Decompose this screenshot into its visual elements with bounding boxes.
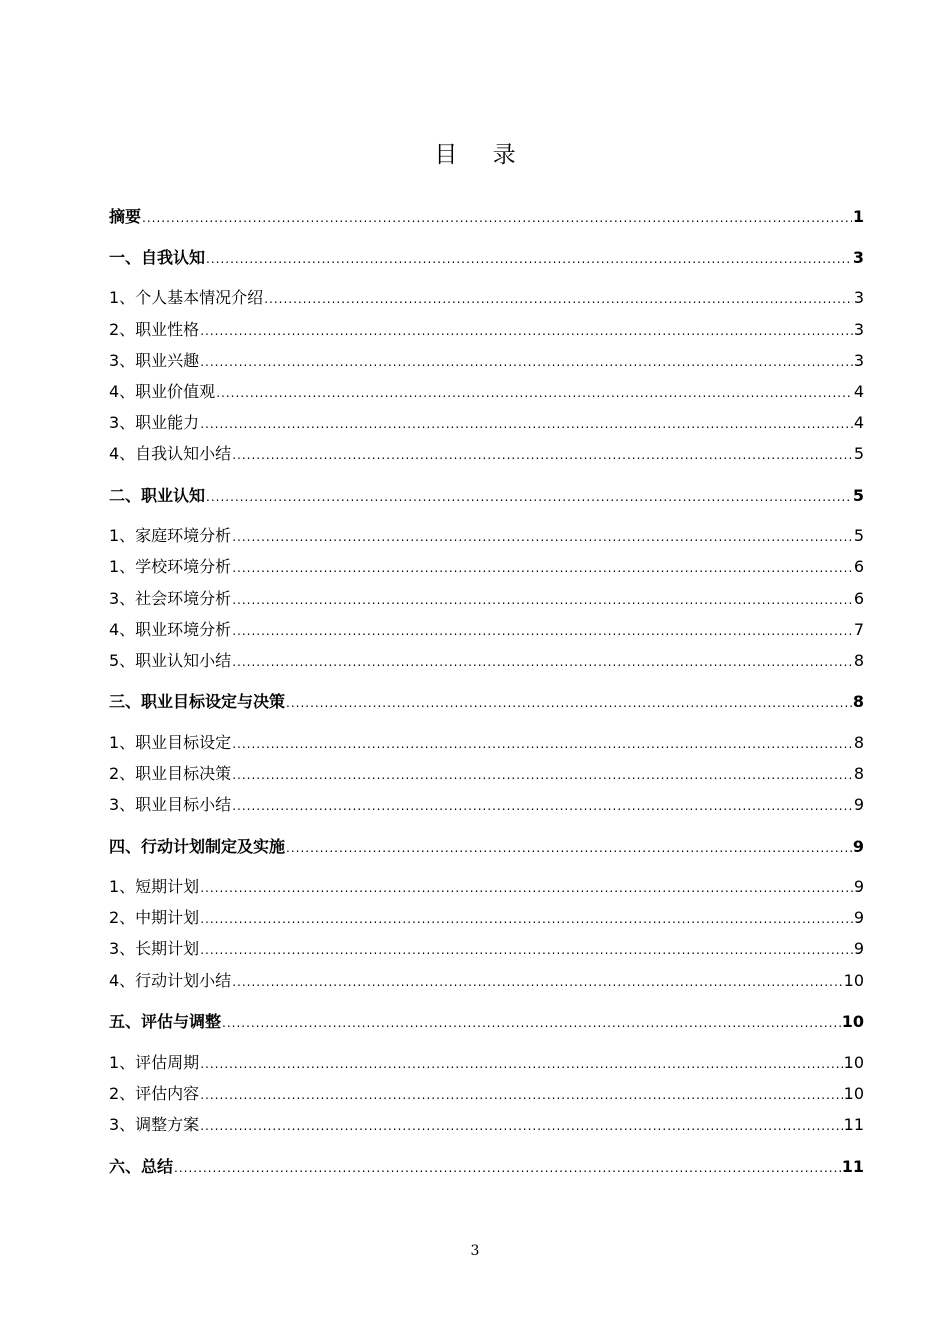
toc-entry[interactable] (109, 690, 864, 714)
toc-entry-page-number: 10 (843, 1084, 864, 1103)
toc-entry-page-number: 9 (853, 908, 864, 927)
toc-entry-page-number: 4 (853, 413, 864, 432)
toc-entry-page-number: 7 (853, 620, 864, 639)
toc-entry-page-number: 3 (852, 248, 864, 267)
toc-entry[interactable] (109, 318, 864, 342)
page-number: 3 (470, 1243, 480, 1259)
toc-entry-label: 1、学校环境分析 (109, 557, 232, 576)
toc-dot-leader (286, 691, 852, 715)
toc-entry-label: 1、短期计划 (109, 877, 200, 896)
toc-dot-leader (232, 525, 853, 549)
toc-dot-leader (200, 319, 853, 343)
toc-entry-page-number: 4 (853, 382, 864, 401)
toc-dot-leader (174, 1156, 841, 1180)
toc-dot-leader (216, 381, 853, 405)
toc-entry-label: 3、职业能力 (109, 413, 200, 432)
toc-entry-label: 二、职业认知 (109, 486, 206, 505)
toc-entry-page-number: 9 (853, 795, 864, 814)
toc-entry[interactable] (109, 1051, 864, 1075)
toc-dot-leader (232, 588, 853, 612)
toc-entry-page-number: 10 (843, 971, 864, 990)
toc-dot-leader (232, 443, 853, 467)
toc-entry-label: 4、自我认知小结 (109, 444, 232, 463)
toc-entry-label: 六、总结 (109, 1157, 174, 1176)
toc-entry-label: 一、自我认知 (109, 248, 206, 267)
toc-entry-page-number: 10 (843, 1053, 864, 1072)
toc-entry[interactable] (109, 286, 864, 310)
toc-entry[interactable] (109, 649, 864, 673)
toc-entry[interactable] (109, 1082, 864, 1106)
toc-entry[interactable] (109, 587, 864, 611)
toc-dot-leader (232, 619, 853, 643)
toc-dot-leader (206, 485, 852, 509)
toc-dot-leader (200, 938, 853, 962)
toc-dot-leader (200, 907, 853, 931)
toc-entry-label: 3、调整方案 (109, 1115, 200, 1134)
toc-dot-leader (232, 650, 853, 674)
toc-entry[interactable] (109, 205, 864, 229)
toc-entry[interactable] (109, 618, 864, 642)
toc-entry-page-number: 1 (852, 207, 864, 226)
toc-entry[interactable] (109, 906, 864, 930)
toc-entry[interactable] (109, 793, 864, 817)
toc-entry-label: 1、个人基本情况介绍 (109, 288, 264, 307)
toc-entry-page-number: 3 (853, 351, 864, 370)
toc-entry-page-number: 5 (852, 486, 864, 505)
toc-entry-page-number: 5 (853, 444, 864, 463)
toc-dot-leader (232, 763, 853, 787)
toc-dot-leader (232, 556, 853, 580)
toc-entry-page-number: 6 (853, 557, 864, 576)
toc-entry-label: 2、职业性格 (109, 320, 200, 339)
toc-entry[interactable] (109, 1113, 864, 1137)
toc-entry-label: 2、评估内容 (109, 1084, 200, 1103)
toc-entry-label: 3、长期计划 (109, 939, 200, 958)
toc-dot-leader (200, 876, 853, 900)
toc-entry-page-number: 8 (853, 764, 864, 783)
toc-entry[interactable] (109, 442, 864, 466)
toc-entry[interactable] (109, 969, 864, 993)
toc-dot-leader (142, 206, 852, 230)
toc-dot-leader (264, 287, 853, 311)
toc-entry-label: 摘要 (109, 207, 142, 226)
toc-entry[interactable] (109, 1155, 864, 1179)
toc-entry-page-number: 5 (853, 526, 864, 545)
toc-entry[interactable] (109, 875, 864, 899)
toc-entry-page-number: 3 (853, 320, 864, 339)
toc-entry-label: 3、社会环境分析 (109, 589, 232, 608)
toc-entry-page-number: 6 (853, 589, 864, 608)
toc-entry[interactable] (109, 1010, 864, 1034)
toc-entry-label: 四、行动计划制定及实施 (109, 837, 286, 856)
toc-entry-label: 4、职业价值观 (109, 382, 216, 401)
toc-entry-label: 2、中期计划 (109, 908, 200, 927)
toc-entry-page-number: 10 (841, 1012, 864, 1031)
toc-entry[interactable] (109, 411, 864, 435)
toc-dot-leader (206, 247, 852, 271)
toc-entry[interactable] (109, 835, 864, 859)
toc-entry-page-number: 8 (853, 651, 864, 670)
toc-dot-leader (232, 732, 853, 756)
toc-entry-label: 3、职业兴趣 (109, 351, 200, 370)
toc-entry-label: 1、评估周期 (109, 1053, 200, 1072)
toc-entry[interactable] (109, 380, 864, 404)
toc-entry[interactable] (109, 349, 864, 373)
toc-dot-leader (200, 412, 853, 436)
toc-entry[interactable] (109, 246, 864, 270)
page-title: 目 录 (434, 142, 530, 168)
toc-entry[interactable] (109, 762, 864, 786)
toc-entry-label: 1、职业目标设定 (109, 733, 232, 752)
toc-entry-page-number: 9 (852, 837, 864, 856)
toc-dot-leader (200, 1052, 842, 1076)
toc-dot-leader (200, 1083, 842, 1107)
toc-entry-label: 1、家庭环境分析 (109, 526, 232, 545)
toc-entry-label: 5、职业认知小结 (109, 651, 232, 670)
toc-entry-label: 2、职业目标决策 (109, 764, 232, 783)
toc-entry-page-number: 8 (853, 733, 864, 752)
toc-entry[interactable] (109, 731, 864, 755)
toc-dot-leader (200, 350, 853, 374)
toc-entry-page-number: 9 (853, 877, 864, 896)
toc-entry-label: 4、行动计划小结 (109, 971, 232, 990)
toc-entry-label: 五、评估与调整 (109, 1012, 222, 1031)
toc-dot-leader (286, 836, 852, 860)
toc-dot-leader (232, 970, 842, 994)
toc-entry[interactable] (109, 524, 864, 548)
toc-entry-page-number: 11 (841, 1157, 864, 1176)
toc-entry-label: 3、职业目标小结 (109, 795, 232, 814)
toc-entry-page-number: 3 (853, 288, 864, 307)
toc-entry-label: 4、职业环境分析 (109, 620, 232, 639)
toc-entry-label: 三、职业目标设定与决策 (109, 692, 286, 711)
toc-entry-page-number: 8 (852, 692, 864, 711)
toc-dot-leader (232, 794, 853, 818)
toc-entry-page-number: 9 (853, 939, 864, 958)
toc-entry-page-number: 11 (843, 1115, 864, 1134)
toc-entry[interactable] (109, 937, 864, 961)
toc-entry[interactable] (109, 484, 864, 508)
toc-entry[interactable] (109, 555, 864, 579)
toc-dot-leader (222, 1011, 841, 1035)
toc-dot-leader (200, 1114, 842, 1138)
